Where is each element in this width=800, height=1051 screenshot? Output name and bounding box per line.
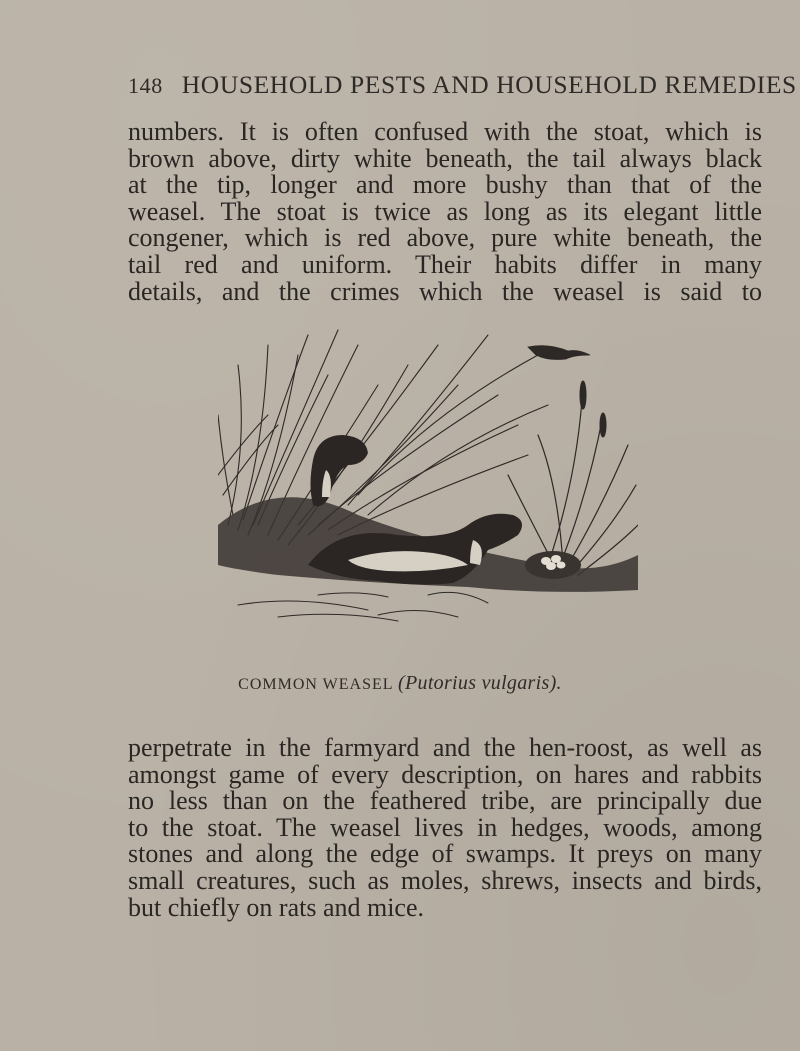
running-title: HOUSEHOLD PESTS AND HOUSEHOLD REMEDIES: [181, 70, 797, 99]
text-line: perpetrate in the farmyard and the hen-roost, as well as: [128, 733, 762, 762]
text-line: congener, which is red above, pure white beneath, the: [128, 223, 762, 253]
weasel-engraving-icon: [218, 325, 638, 625]
text-line: at the tip, longer and more bushy than that of the: [128, 170, 762, 200]
paragraph-1: [128, 119, 762, 305]
text-line: amongst game of every description, on hares and rabbits: [128, 759, 762, 789]
page-number: 148: [128, 73, 163, 98]
figure-caption: [0, 672, 800, 695]
caption-open-paren: (: [398, 672, 405, 694]
text-line: details, and the crimes which the weasel is said to: [128, 276, 762, 306]
caption-close-paren: ).: [549, 672, 562, 694]
text-line: no less than on the feathered tribe, are principally due: [128, 786, 762, 816]
weasel-illustration: [218, 325, 638, 625]
text-line: small creatures, such as moles, shrews, insects and birds,: [128, 865, 762, 895]
paragraph-2: [128, 735, 762, 921]
text-line: brown above, dirty white beneath, the tail always black: [128, 143, 762, 173]
text-line: weasel. The stoat is twice as long as its elegant little: [128, 196, 762, 226]
text-line: to the stoat. The weasel lives in hedges, woods, among: [128, 812, 762, 842]
caption-scientific-name: Putorius vulgaris: [405, 672, 550, 694]
text-line: stones and along the edge of swamps. It preys on many: [128, 839, 762, 869]
caption-common-name: COMMON WEASEL: [238, 676, 394, 693]
running-head: [128, 70, 797, 100]
text-line: numbers. It is often confused with the stoat, which is: [128, 117, 762, 146]
text-line: tail red and uniform. Their habits differ in many: [128, 249, 762, 279]
text-line: but chiefly on rats and mice.: [128, 892, 425, 922]
